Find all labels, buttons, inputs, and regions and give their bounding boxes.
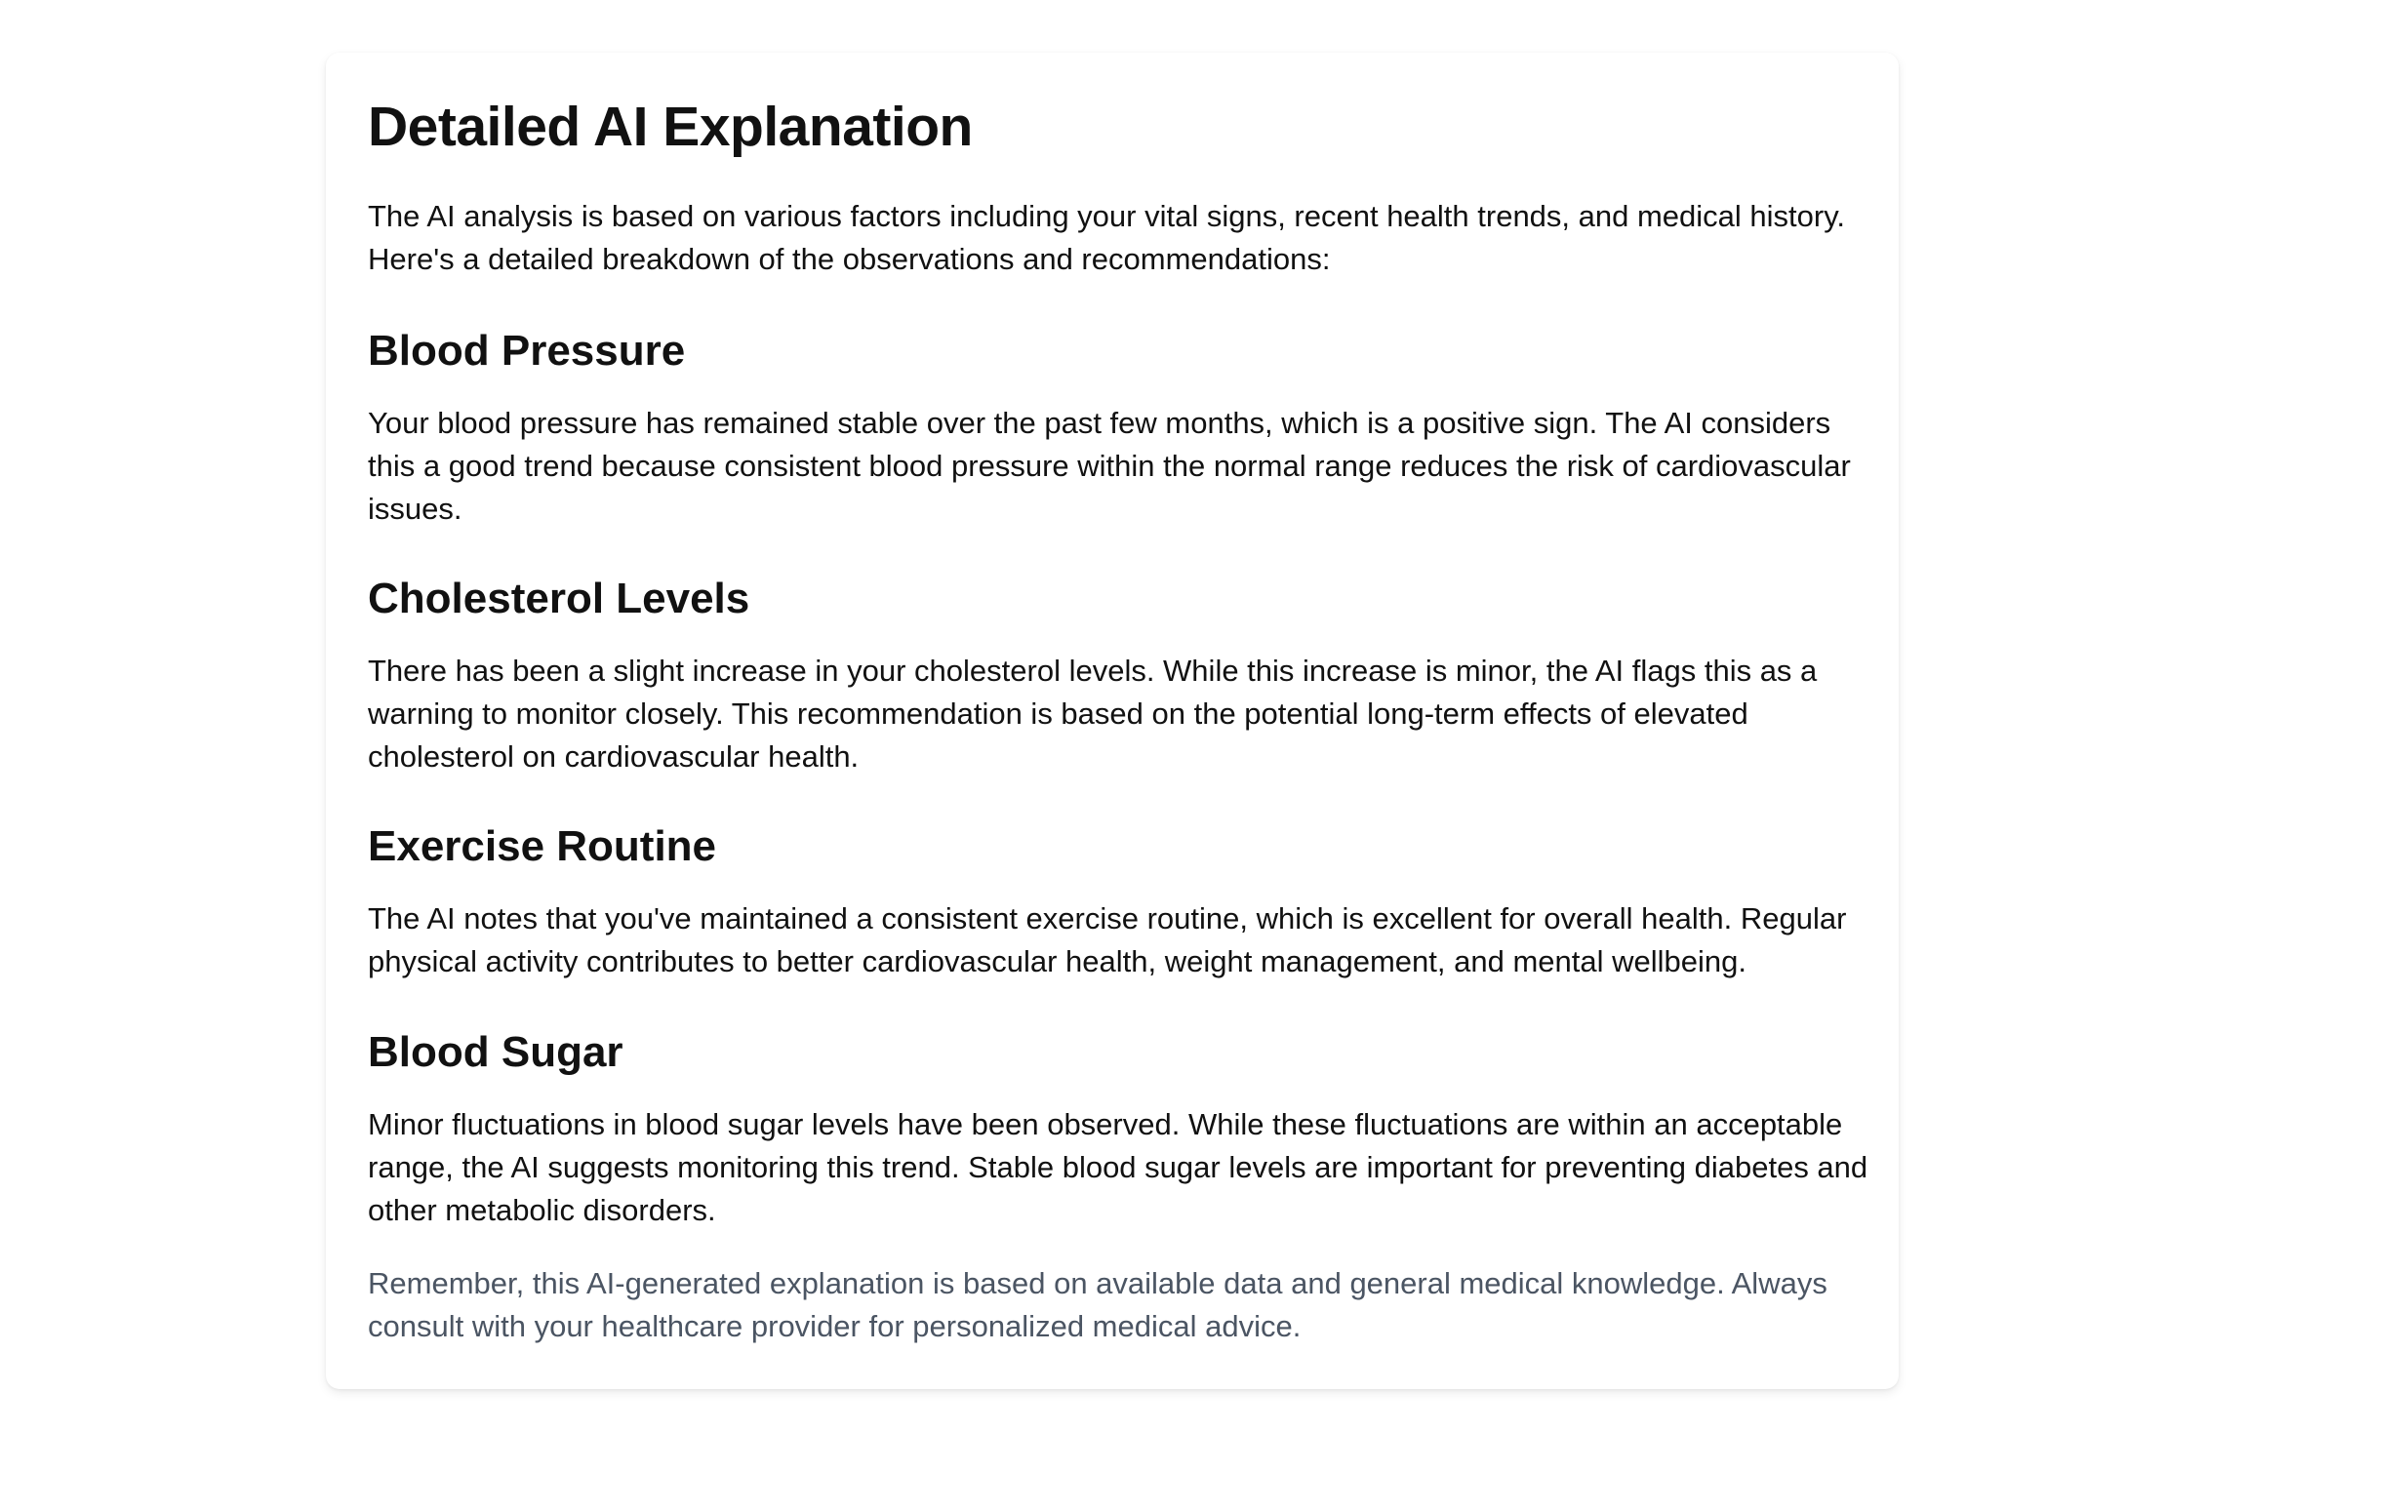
disclaimer-note: Remember, this AI-generated explanation is based on available data and general medical knowledge. Always consult with your healthcare provider for personalized medical advice. xyxy=(368,1266,1827,1343)
section-body-blood-pressure: Your blood pressure has remained stable over the past few months, which is a positive sign. The AI considers this a good trend because consistent blood pressure within the normal range reduces the risk of cardiovascular issues. xyxy=(368,406,1851,526)
section-heading-blood-sugar: Blood Sugar xyxy=(368,1028,623,1076)
section-body-blood-sugar: Minor fluctuations in blood sugar levels have been observed. While these fluctuations are within an acceptable range, the AI suggests monitoring this trend. Stable blood sugar levels are important for preventing diabetes and other metabolic disorders. xyxy=(368,1107,1868,1227)
page-title: Detailed AI Explanation xyxy=(368,96,973,158)
section-body-cholesterol: There has been a slight increase in your cholesterol levels. While this increase is minor, the AI flags this as a warning to monitor closely. This recommendation is based on the potential long-term effects of elevated cholesterol on cardiovascular health. xyxy=(368,654,1818,774)
section-body-exercise: The AI notes that you've maintained a consistent exercise routine, which is excellent for overall health. Regular physical activity contributes to better cardiovascular health, weight management, and mental wellbeing. xyxy=(368,901,1847,978)
intro-paragraph: The AI analysis is based on various factors including your vital signs, recent health trends, and medical history. Here's a detailed breakdown of the observations and recommendations: xyxy=(368,199,1846,276)
section-heading-blood-pressure: Blood Pressure xyxy=(368,327,686,375)
section-heading-exercise: Exercise Routine xyxy=(368,822,717,870)
section-heading-cholesterol: Cholesterol Levels xyxy=(368,575,750,622)
explanation-card xyxy=(326,53,1899,1389)
